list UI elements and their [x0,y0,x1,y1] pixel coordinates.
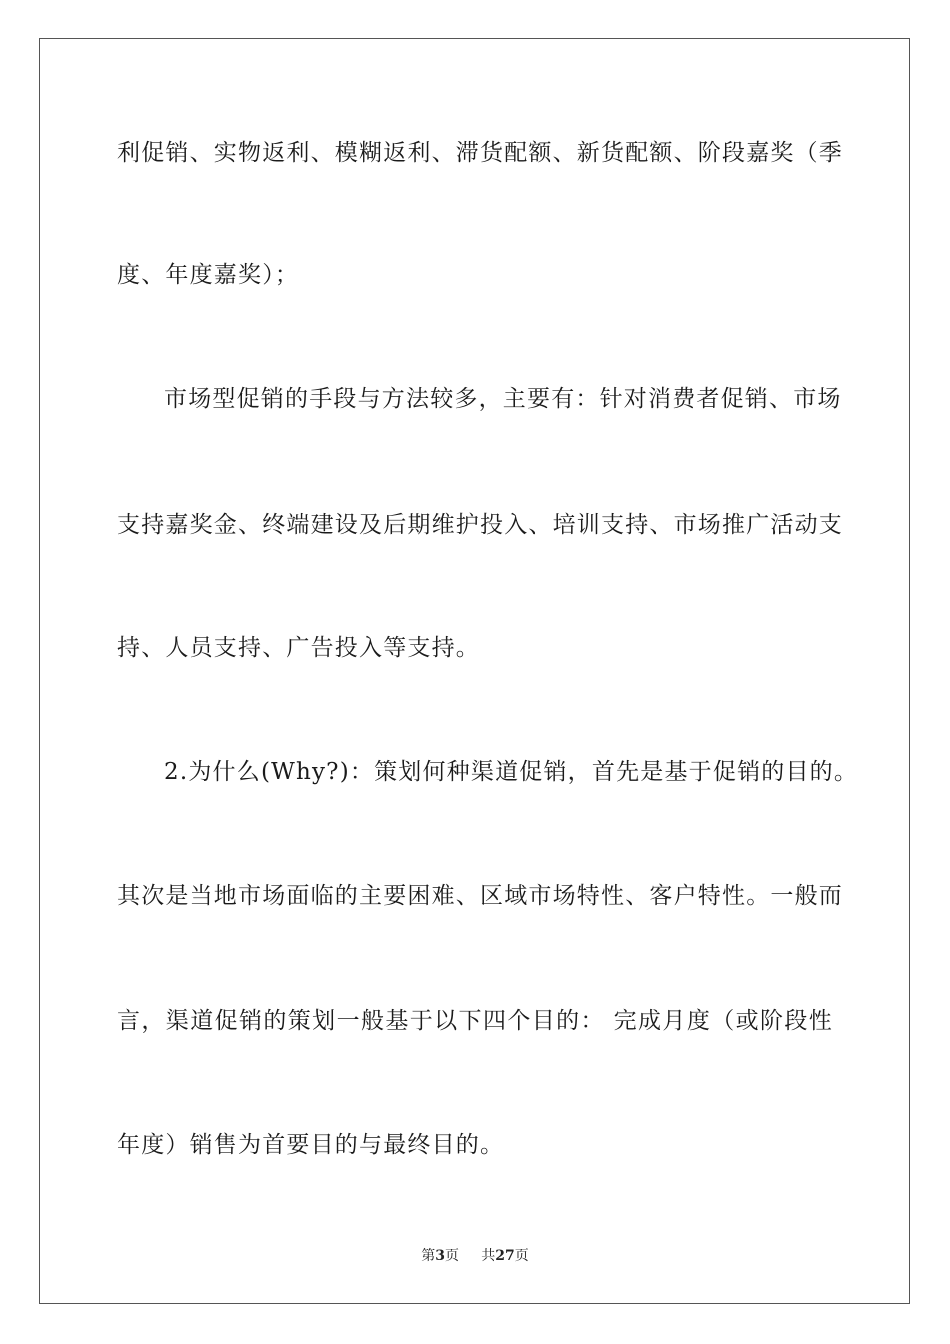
text-line-indented: 市场型促销的手段与方法较多，主要有：针对消费者促销、市场 [164,386,842,412]
total-unit: 页 [514,1248,529,1264]
total-prefix: 共 [481,1248,496,1264]
text-line: 度、年度嘉奖）； [117,262,300,288]
text-line: 持、人员支持、广告投入等支持。 [117,635,480,661]
text-line: 言，渠道促销的策划一般基于以下四个目的： 完成月度（或阶段性 [117,1008,833,1034]
text-line: 年度）销售为首要目的与最终目的。 [117,1132,505,1158]
text-line: 支持嘉奖金、终端建设及后期维护投入、培训支持、市场推广活动支 [117,512,843,538]
page-border [39,38,910,1304]
text-line: 利促销、实物返利、模糊返利、滞货配额、新货配额、阶段嘉奖（季 [117,140,843,166]
page-unit: 页 [445,1248,459,1264]
page-footer [0,1247,950,1265]
text-line-indented: 2.为什么(Why?)：策划何种渠道促销，首先是基于促销的目的。 [164,759,859,785]
text-line: 其次是当地市场面临的主要困难、区域市场特性、客户特性。一般而 [117,883,843,909]
page-number: 3 [435,1248,445,1264]
page-prefix: 第 [421,1248,436,1264]
total-pages: 27 [495,1248,515,1264]
